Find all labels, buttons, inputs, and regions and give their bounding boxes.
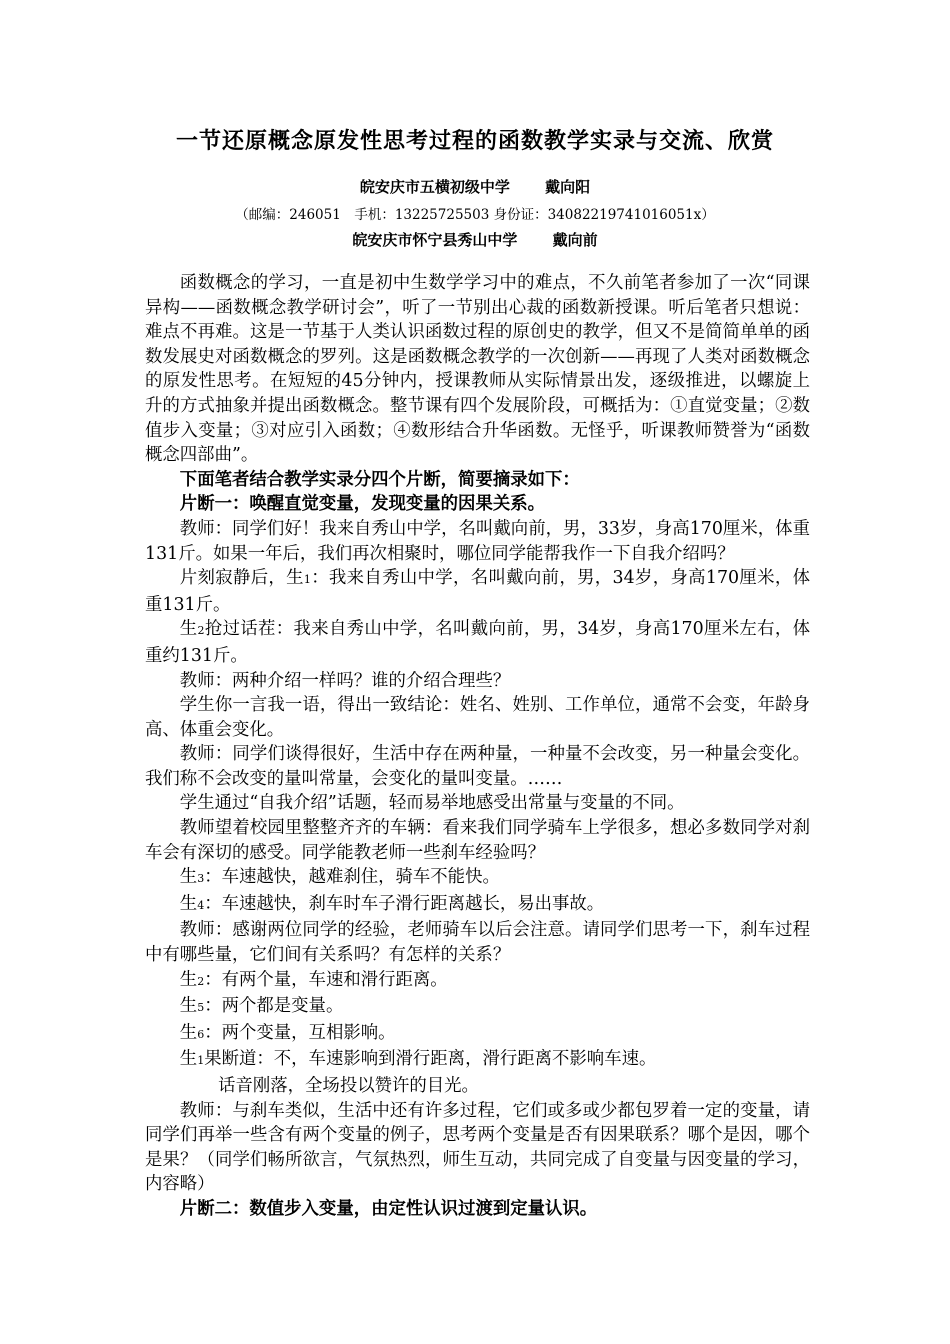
dialogue-paragraph <box>145 968 810 995</box>
student-number: 5 <box>197 1001 205 1015</box>
student-number: 3 <box>197 872 205 886</box>
dialogue-paragraph: 学生你一言我一语，得出一致结论：姓名、姓别、工作单位，通常不会变，年龄身高、体重会变化。 <box>145 695 810 740</box>
dialogue-text: ：有两个量，车速和滑行距离。 <box>204 969 448 990</box>
dialogue-paragraph <box>145 1047 810 1074</box>
dialogue-text: 抢过话茬：我来自秀山中学，名叫戴向前，男，34岁，身高170厘米左右，体重约131斤。 <box>145 619 810 666</box>
dialogue-paragraph: 教师：同学们谈得很好，生活中存在两种量，一种量不会改变，另一种量会变化。我们称不会改变的量叫常量，会变化的量叫变量。…… <box>145 744 810 789</box>
dialogue-paragraph: 教师：感谢两位同学的经验，老师骑车以后会注意。请同学们思考一下，刹车过程中有哪些量，它们间有关系吗？有怎样的关系？ <box>145 920 810 966</box>
dialogue-text: ：我来自秀山中学，名叫戴向前，男，34岁，身高170厘米，体重131斤。 <box>145 568 810 615</box>
speaker-prefix: 生 <box>179 893 198 914</box>
segment-2-heading: 片断二：数值步入变量，由定性认识过渡到定量认识。 <box>179 1198 598 1219</box>
dialogue-paragraph <box>145 994 810 1021</box>
dialogue-paragraph <box>145 1021 810 1048</box>
student-number: 2 <box>197 974 205 988</box>
speaker-prefix: 片刻寂静后，生 <box>179 568 304 589</box>
document-title: 一节还原概念原发性思考过程的函数教学实录与交流、欣赏 <box>175 128 774 154</box>
speaker-prefix: 生 <box>179 969 198 990</box>
speaker-prefix: 生 <box>179 996 198 1017</box>
narration-paragraph: 话音刚落，全场投以赞许的目光。 <box>218 1076 479 1096</box>
segment-1-heading: 片断一：唤醒直觉变量，发现变量的因果关系。 <box>179 494 546 515</box>
dialogue-text: ：两个都是变量。 <box>204 996 344 1017</box>
dialogue-paragraph: 教师望着校园里整整齐齐的车辆：看来我们同学骑车上学很多，想必多数同学对刹车会有深切的感受。同学能教老师一些刹车经验吗？ <box>145 818 810 863</box>
dialogue-paragraph <box>145 865 810 892</box>
dialogue-text: ：车速越快，越难刹住，骑车不能快。 <box>204 867 500 888</box>
speaker-prefix: 生 <box>179 867 198 888</box>
dialogue-paragraph: 教师：两种介绍一样吗？谁的介绍合理些？ <box>179 670 511 691</box>
dialogue-text: 果断道：不，车速影响到滑行距离，滑行距离不影响车速。 <box>204 1049 657 1070</box>
lead-paragraph: 下面笔者结合教学实录分四个片断，简要摘录如下： <box>179 469 580 490</box>
speaker-prefix: 生 <box>179 1022 198 1043</box>
student-number: 2 <box>197 624 205 638</box>
student-number: 1 <box>197 1054 205 1068</box>
dialogue-paragraph: 教师：与刹车类似，生活中还有许多过程，它们或多或少都包罗着一定的变量，请同学们再举一些含有两个变量的例子，思考两个变量是否有因果联系？哪个是因，哪个是果？（同学们畅所欲言，气氛热烈，师生互动，共同完成了自变量与因变量的学习，内容略） <box>145 1100 810 1195</box>
student-number: 1 <box>303 573 311 587</box>
article-body <box>145 271 810 1222</box>
author-line-2: 皖安庆市怀宁县秀山中学 戴向前 <box>352 231 598 249</box>
dialogue-paragraph: 教师：同学们好！我来自秀山中学，名叫戴向前，男，33岁，身高170厘米，体重131斤。如果一年后，我们再次相聚时，哪位同学能帮我作一下自我介绍吗？ <box>145 518 810 564</box>
contact-info: （邮编：246051 手机：13225725503 身份证：34082219741016051x） <box>235 207 715 223</box>
dialogue-paragraph: 学生通过“自我介绍”话题，轻而易举地感受出常量与变量的不同。 <box>179 793 685 814</box>
dialogue-text: ：车速越快，刹车时车子滑行距离越长，易出事故。 <box>204 893 605 914</box>
student-number: 4 <box>197 898 205 912</box>
dialogue-paragraph <box>145 892 810 919</box>
speaker-prefix: 生 <box>179 619 198 640</box>
speaker-prefix: 生 <box>179 1049 198 1070</box>
dialogue-paragraph <box>145 617 810 668</box>
dialogue-paragraph <box>145 566 810 617</box>
student-number: 6 <box>197 1027 205 1041</box>
intro-paragraph: 函数概念的学习，一直是初中生数学学习中的难点，不久前笔者参加了一次“同课异构——函数概念教学研讨会”，听了一节别出心裁的函数新授课。听后笔者只想说：难点不再难。这是一节基于人类认识函数过程的原创史的教学，但又不是简简单单的函数发展史对函数概念的罗列。这是函数概念教学的一次创新——再现了人类对函数概念的原发性思考。在短短的45分钟内，授课教师从实际情景出发，逐级推进，以螺旋上升的方式抽象并提出函数概念。整节课有四个发展阶段，可概括为：①直觉变量；②数值步入变量；③对应引入函数；④数形结合升华函数。无怪乎，听课教师赞誉为“函数概念四部曲”。 <box>145 273 810 466</box>
author-line-1: 皖安庆市五横初级中学 戴向阳 <box>359 178 591 196</box>
dialogue-text: ：两个变量，互相影响。 <box>204 1022 396 1043</box>
